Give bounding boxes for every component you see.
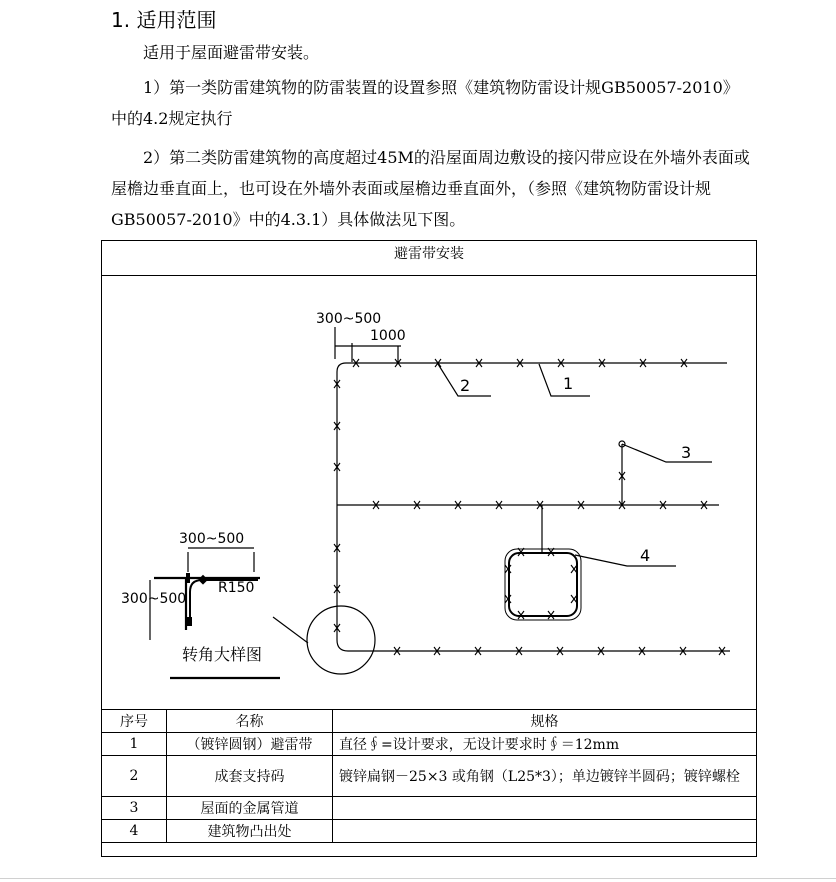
table-header-row xyxy=(102,710,757,733)
dim-spacing-label: 1000 xyxy=(370,328,406,344)
callout-1: 1 xyxy=(563,374,574,393)
cell-spec xyxy=(333,797,757,820)
strip-top xyxy=(337,363,727,372)
paragraph-scope: 适用于屋面避雷带安装。 xyxy=(143,43,320,62)
cell-spec xyxy=(333,820,757,843)
callout-2: 2 xyxy=(460,376,471,395)
cell-name: 屋面的金属管道 xyxy=(167,797,333,820)
strip-main-left-bottom xyxy=(337,372,730,651)
leader-3 xyxy=(622,444,712,462)
table-row xyxy=(102,733,757,756)
cell-name: 成套支持码 xyxy=(167,756,333,797)
dim-top-label: 300~500 xyxy=(316,311,382,327)
figure-title: 避雷带安装 xyxy=(101,240,757,276)
detail-circle xyxy=(307,606,375,674)
callout-4: 4 xyxy=(640,546,651,565)
detail-dim-top-label: 300~500 xyxy=(179,531,245,547)
leader-4 xyxy=(575,555,676,566)
paragraph-class-two: 2）第二类防雷建筑物的高度超过45M的沿屋面周边敷设的接闪带应设在外墙外表面或屋檐边垂直面上，也可设在外墙外表面或屋檐边垂直面外，（参照《建筑物防雷设计规GB50057-2010》中的4.3.1）具体做法见下图。 xyxy=(111,148,750,229)
cell-name: 建筑物凸出处 xyxy=(167,820,333,843)
callout-3: 3 xyxy=(681,443,692,462)
header-no: 序号 xyxy=(102,710,167,733)
cell-name: （镀锌圆钢）避雷带 xyxy=(167,733,333,756)
page-divider xyxy=(0,878,836,879)
cell-no: 1 xyxy=(102,733,167,756)
detail-dim-side-label: 300~500 xyxy=(121,591,187,607)
table-row xyxy=(102,820,757,843)
cell-no: 4 xyxy=(102,820,167,843)
header-name: 名称 xyxy=(167,710,333,733)
table-row xyxy=(102,756,757,797)
detail-caption: 转角大样图 xyxy=(182,645,263,664)
header-spec: 规格 xyxy=(333,710,757,733)
cell-no: 3 xyxy=(102,797,167,820)
table-row xyxy=(102,797,757,820)
materials-table xyxy=(101,709,757,843)
paragraph-class-one: 1）第一类防雷建筑物的防雷装置的设置参照《建筑物防雷设计规GB50057-2010》中的4.2规定执行 xyxy=(111,78,739,128)
section-heading: 1. 适用范围 xyxy=(111,8,217,32)
detail-radius-label: R150 xyxy=(218,580,255,596)
cell-spec: 直径∮=设计要求，无设计要求时∮＝12mm xyxy=(333,733,757,756)
cell-spec: 镀锌扁钢－25×3 或角钢（L25*3）；单边镀锌半圆码；镀锌螺栓 xyxy=(333,756,757,797)
support-clip-markers xyxy=(334,359,725,655)
cell-no: 2 xyxy=(102,756,167,797)
protrusion-outline xyxy=(509,553,577,616)
